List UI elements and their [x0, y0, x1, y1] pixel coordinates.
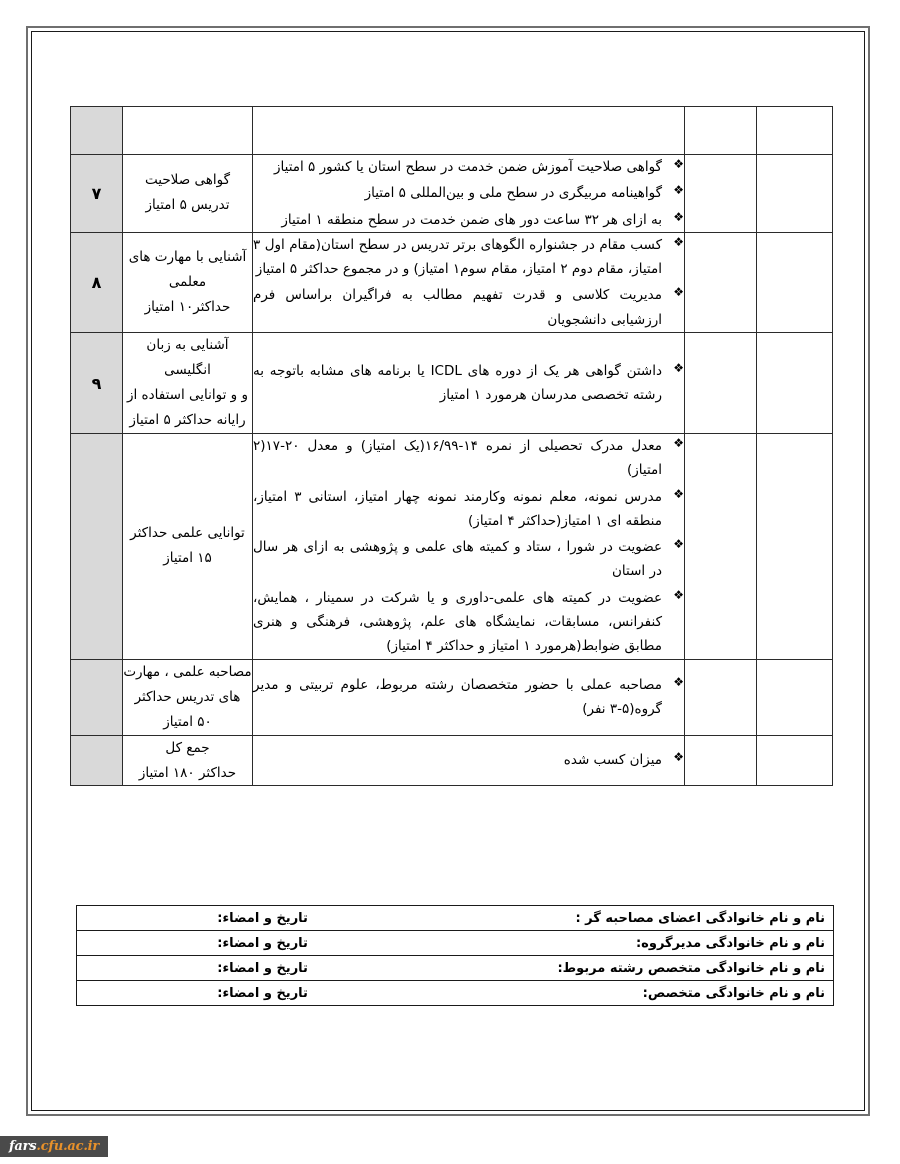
criteria-label-line: جمع کل: [165, 739, 210, 756]
score-entry-cell[interactable]: [685, 735, 757, 786]
score-entry-cell[interactable]: [757, 155, 833, 233]
criteria-bullet-item: ❖ کسب مقام در جشنواره الگوهای برتر تدریس در سطح استان(مقام اول ۳ امتیاز، مقام دوم ۲ امتیاز، مقام سوم۱ امتیاز) و در مجموع حداکثر ۵ امتیاز: [253, 233, 684, 282]
site-watermark: [0, 1136, 108, 1157]
criteria-label-line: مصاحبه علمی ، مهارت: [123, 663, 252, 680]
score-entry-cell[interactable]: [757, 333, 833, 434]
criteria-bullet-list: [253, 434, 684, 659]
criteria-label-line: حداکثر۱۰ امتیاز: [144, 298, 231, 315]
score-entry-cell[interactable]: [685, 232, 757, 332]
criteria-label-line: توانایی علمی حداکثر: [130, 525, 245, 542]
signature-row-content: [85, 956, 825, 980]
table-row: [71, 735, 833, 786]
score-entry-cell[interactable]: [757, 433, 833, 659]
criteria-label-line: آشنایی به زبان انگلیسی: [146, 337, 229, 379]
criteria-label-line: تدریس ۵ امتیاز: [145, 197, 230, 214]
criteria-label-cell: [123, 155, 253, 233]
criteria-bullet-item: ❖ معدل مدرک تحصیلی از نمره ۱۴-۱۶/۹۹(یک امتیاز) و معدل ۲۰-۱۷(۲ امتیاز): [253, 434, 684, 483]
signature-table: [76, 905, 834, 1006]
score-entry-cell[interactable]: [685, 155, 757, 233]
criteria-bullet-item: ❖ گواهی صلاحیت آموزش ضمن خدمت در سطح استان یا کشور ۵ امتیاز: [253, 155, 684, 179]
table-row: [71, 232, 833, 332]
signature-cell[interactable]: [77, 981, 834, 1006]
criteria-label-cell: [123, 433, 253, 659]
criteria-bullet-item: ❖ مصاحبه عملی با حضور متخصصان رشته مربوط، علوم تربیتی و مدیر گروه(۵-۳ نفر): [253, 673, 684, 722]
criteria-bullet-item: ❖ مدرس نمونه، معلم نمونه وکارمند نمونه چهار امتیاز، استانی ۳ امتیاز، منطقه ای ۱ امتیاز(حداکثر ۴ امتیاز): [253, 485, 684, 534]
criteria-description-cell: [253, 333, 685, 434]
signature-row-content: [85, 906, 825, 930]
criteria-bullet-item: ❖ میزان کسب شده: [253, 748, 684, 772]
criteria-bullet-item: ❖ عضویت در شورا ، ستاد و کمیته های علمی و پژوهشی به ازای هر سال در استان: [253, 535, 684, 584]
signature-cell[interactable]: [77, 906, 834, 931]
table-row: [71, 155, 833, 233]
criteria-label-line: ۵۰ امتیاز: [163, 713, 212, 730]
signature-cell[interactable]: [77, 931, 834, 956]
criteria-bullet-list: [253, 673, 684, 722]
signature-name-label: نام و نام خانوادگی متخصص:: [642, 985, 825, 1001]
criteria-label-cell: [123, 735, 253, 786]
table-row: [71, 659, 833, 735]
criteria-label-line: ۱۵ امتیاز: [163, 550, 212, 567]
signature-row: [77, 931, 834, 956]
criteria-label-line: حداکثر ۱۸۰ امتیاز: [138, 764, 237, 781]
criteria-description-cell: [253, 433, 685, 659]
watermark-domain-prefix: fars: [9, 1139, 37, 1154]
criteria-row-number: [71, 735, 123, 786]
score-entry-cell[interactable]: [685, 333, 757, 434]
signature-name-label: نام و نام خانوادگی اعضای مصاحبه گر :: [575, 910, 825, 926]
signature-date-label: تاریخ و امضاء:: [217, 910, 308, 926]
header-cell-num: [71, 107, 123, 155]
criteria-bullet-list: [253, 359, 684, 408]
criteria-bullet-item: ❖ مدیریت کلاسی و قدرت تفهیم مطالب به فراگیران براساس فرم ارزشیابی دانشجویان: [253, 283, 684, 332]
header-cell-label: [123, 107, 253, 155]
criteria-row-number: ۷: [71, 155, 123, 233]
criteria-label-line: معلمی: [168, 274, 207, 290]
criteria-row-number: [71, 433, 123, 659]
criteria-label-line: و و توانایی استفاده از: [127, 387, 248, 404]
criteria-row-number: [71, 659, 123, 735]
criteria-label-line: گواهی صلاحیت: [144, 172, 230, 189]
criteria-bullet-list: [253, 155, 684, 232]
criteria-bullet-item: ❖ داشتن گواهی هر یک از دوره های ICDL یا برنامه های مشابه باتوجه به رشته تخصصی مدرسان هرمورد ۱ امتیاز: [253, 359, 684, 408]
signature-cell[interactable]: [77, 956, 834, 981]
header-cell-blank-a: [757, 107, 833, 155]
score-entry-cell[interactable]: [685, 433, 757, 659]
signature-row-content: [85, 931, 825, 955]
criteria-bullet-list: [253, 233, 684, 332]
table-row: [71, 433, 833, 659]
criteria-label-line: آشنایی با مهارت های: [128, 249, 247, 266]
criteria-description-cell: [253, 232, 685, 332]
watermark-domain-suffix: .cfu.ac.ir: [36, 1139, 100, 1154]
signature-row: [77, 956, 834, 981]
criteria-description-cell: [253, 735, 685, 786]
scoring-criteria-table: [70, 106, 833, 786]
criteria-label-line: های تدریس حداکثر: [134, 688, 241, 705]
score-entry-cell[interactable]: [757, 232, 833, 332]
criteria-description-cell: [253, 155, 685, 233]
criteria-bullet-list: [253, 748, 684, 772]
score-entry-cell[interactable]: [757, 735, 833, 786]
table-header-row: [71, 107, 833, 155]
signature-date-label: تاریخ و امضاء:: [217, 960, 308, 976]
header-cell-desc: [253, 107, 685, 155]
signature-row-content: [85, 981, 825, 1005]
table-row: [71, 333, 833, 434]
criteria-bullet-item: ❖ عضویت در کمیته های علمی-داوری و یا شرکت در سمینار ، همایش، کنفرانس، مسابقات، نمایشگاه های علم، پژوهشی، فرهنگی و هنری مطابق ضوابط(هرمورد ۱ امتیاز و حداکثر ۴ امتیاز): [253, 586, 684, 659]
signature-row: [77, 906, 834, 931]
criteria-description-cell: [253, 659, 685, 735]
criteria-label-line: رایانه حداکثر ۵ امتیاز: [129, 411, 246, 428]
header-cell-blank-b: [685, 107, 757, 155]
criteria-label-cell: [123, 659, 253, 735]
signature-date-label: تاریخ و امضاء:: [217, 985, 308, 1001]
signature-row: [77, 981, 834, 1006]
score-entry-cell[interactable]: [757, 659, 833, 735]
criteria-bullet-item: ❖ گواهینامه مربیگری در سطح ملی و بین‌المللی ۵ امتیاز: [253, 181, 684, 205]
signature-date-label: تاریخ و امضاء:: [217, 935, 308, 951]
criteria-row-number: ۸: [71, 232, 123, 332]
criteria-label-cell: [123, 232, 253, 332]
criteria-label-cell: [123, 333, 253, 434]
criteria-bullet-item: ❖ به ازای هر ۳۲ ساعت دور های ضمن خدمت در سطح منطقه ۱ امتیاز: [253, 208, 684, 232]
signature-name-label: نام و نام خانوادگی مدیرگروه:: [635, 935, 825, 951]
criteria-row-number: ۹: [71, 333, 123, 434]
score-entry-cell[interactable]: [685, 659, 757, 735]
signature-name-label: نام و نام خانوادگی متخصص رشته مربوط:: [557, 960, 825, 976]
